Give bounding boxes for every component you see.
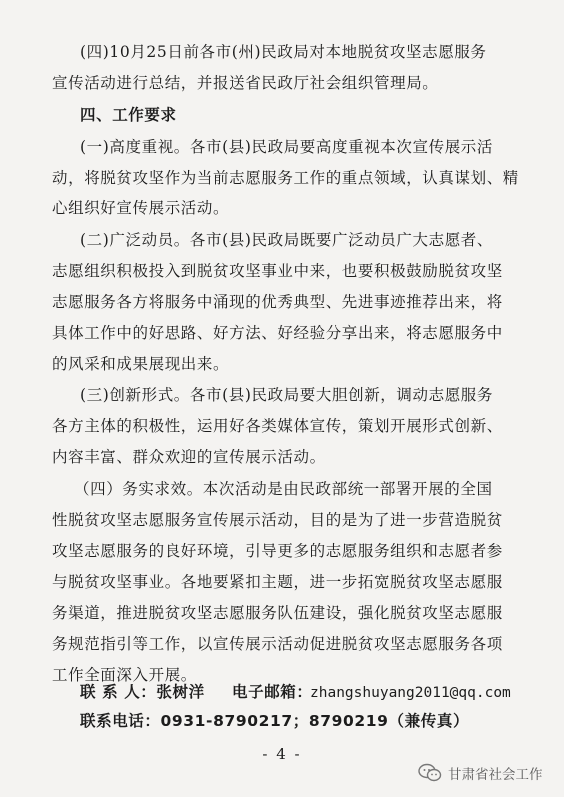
text-line: 工作全面深入开展。 [52,666,197,684]
text-line: 具体工作中的好思路、好方法、好经验分享出来，将志愿服务中 [52,324,503,342]
text-line: 务渠道，推进脱贫攻坚志愿服务队伍建设，强化脱贫攻坚志愿服 [52,604,503,622]
text-line: 务规范指引等工作，以宣传展示活动促进脱贫攻坚志愿服务各项 [52,635,503,653]
text-line: (二)广泛动员。各市(县)民政局既要广泛动员广大志愿者、 [80,231,493,249]
wechat-watermark [418,763,543,783]
section-heading: 四、工作要求 [80,106,177,124]
contact-email-label: 电子邮箱： [232,683,313,701]
text-line: （四）务实求效。本次活动是由民政部统一部署开展的全国 [74,480,493,498]
wechat-icon [418,763,442,783]
text-line: 内容丰富、群众欢迎的宣传展示活动。 [52,448,326,466]
contact-person: 联 系 人：张树洋 [80,683,205,701]
text-line: 的风采和成果展现出来。 [52,355,230,373]
text-line: (四)10月25日前各市(州)民政局对本地脱贫攻坚志愿服务 [80,43,487,61]
text-line: 心组织好宣传展示活动。 [52,199,230,217]
text-line: 性脱贫攻坚志愿服务宣传展示活动，目的是为了进一步营造脱贫 [52,511,503,529]
page-number: - 4 - [262,745,302,763]
text-line: 宣传活动进行总结，并报送省民政厅社会组织管理局。 [52,74,439,92]
text-line: 志愿组织积极投入到脱贫攻坚事业中来，也要积极鼓励脱贫攻坚 [52,262,503,280]
text-line: (一)高度重视。各市(县)民政局要高度重视本次宣传展示活 [80,138,493,156]
watermark-text: 甘肃省社会工作 [448,767,543,783]
text-line: 攻坚志愿服务的良好环境，引导更多的志愿服务组织和志愿者参 [52,542,503,560]
text-line: 与脱贫攻坚事业。各地要紧扣主题，进一步拓宽脱贫攻坚志愿服 [52,573,503,591]
text-line: 动，将脱贫攻坚作为当前志愿服务工作的重点领域，认真谋划、精 [52,169,519,187]
contact-email: zhangshuyang2011@qq.com [310,685,511,701]
text-line: 志愿服务各方将服务中涌现的优秀典型、先进事迹推荐出来，将 [52,293,503,311]
text-line: (三)创新形式。各市(县)民政局要大胆创新，调动志愿服务 [80,386,493,404]
contact-phone: 联系电话：0931-8790217；8790219（兼传真） [80,712,470,730]
text-line: 各方主体的积极性，运用好各类媒体宣传，策划开展形式创新、 [52,417,503,435]
